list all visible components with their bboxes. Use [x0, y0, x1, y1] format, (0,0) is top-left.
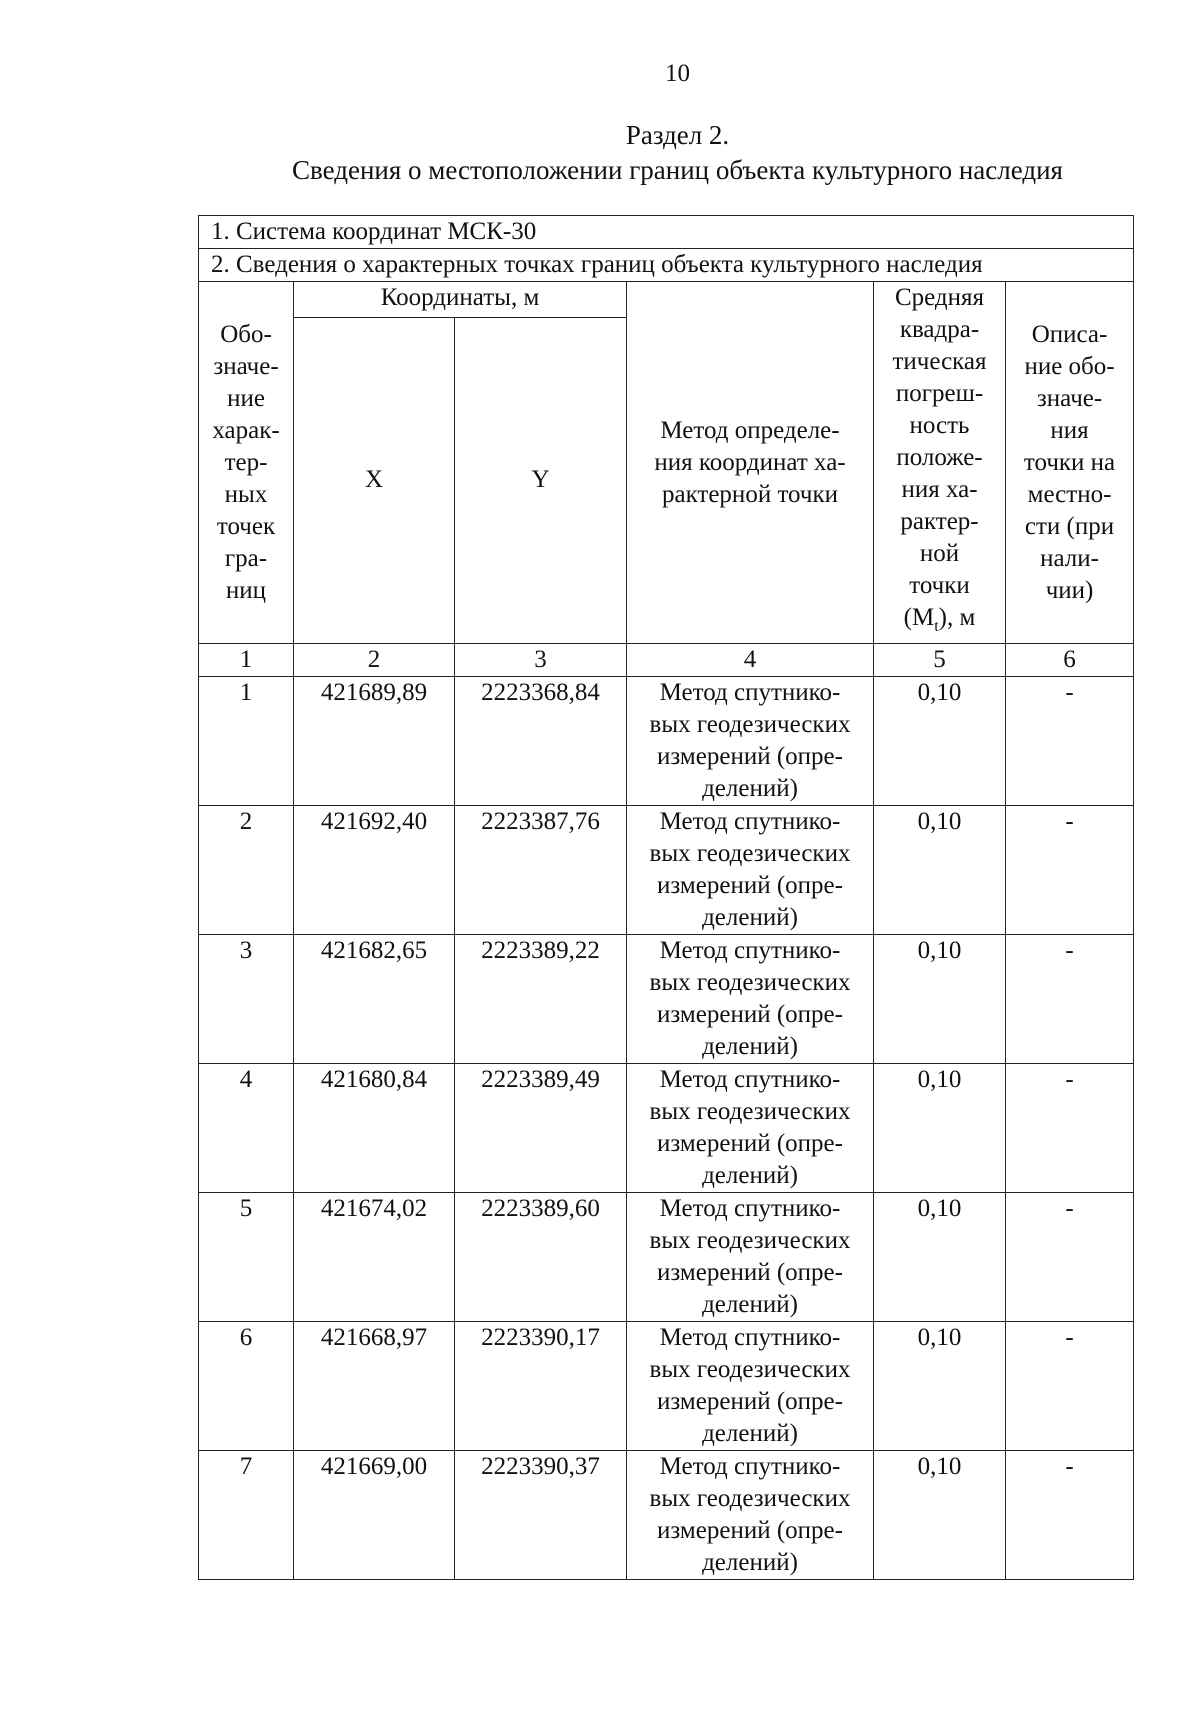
page-number: 10: [665, 60, 690, 87]
table-row: [199, 1064, 1134, 1193]
x-coordinate-cell: 421682,65: [294, 935, 455, 1064]
method-cell: Метод спутнико- вых геодезических измерений (опре- делений): [627, 806, 874, 935]
header-method: Метод определе- ния координат ха- рактерной точки: [627, 282, 874, 644]
method-cell: Метод спутнико- вых геодезических измерений (опре- делений): [627, 1322, 874, 1451]
table-row: [199, 1193, 1134, 1322]
error-cell: 0,10: [874, 935, 1006, 1064]
error-cell: 0,10: [874, 1451, 1006, 1580]
point-id-cell: 1: [199, 677, 294, 806]
column-number: 2: [294, 644, 455, 677]
point-id-cell: 2: [199, 806, 294, 935]
error-cell: 0,10: [874, 677, 1006, 806]
coordinate-system-cell: 1. Система координат МСК-30: [199, 216, 1134, 249]
x-coordinate-cell: 421680,84: [294, 1064, 455, 1193]
column-number: 6: [1006, 644, 1134, 677]
column-number: 5: [874, 644, 1006, 677]
header-coordinates: Координаты, м: [294, 282, 627, 318]
x-coordinate-cell: 421669,00: [294, 1451, 455, 1580]
column-number: 4: [627, 644, 874, 677]
description-cell: -: [1006, 935, 1134, 1064]
table-row: [199, 1451, 1134, 1580]
y-coordinate-cell: 2223389,49: [455, 1064, 627, 1193]
point-id-cell: 4: [199, 1064, 294, 1193]
table-row: [199, 677, 1134, 806]
error-cell: 0,10: [874, 1193, 1006, 1322]
error-cell: 0,10: [874, 1064, 1006, 1193]
y-coordinate-cell: 2223390,37: [455, 1451, 627, 1580]
description-cell: -: [1006, 1451, 1134, 1580]
description-cell: -: [1006, 677, 1134, 806]
x-coordinate-cell: 421674,02: [294, 1193, 455, 1322]
coordinate-system-row: [199, 216, 1134, 249]
header-designation: Обо- значе- ние харак- тер- ных точек гра- ниц: [199, 282, 294, 644]
column-number: 1: [199, 644, 294, 677]
method-cell: Метод спутнико- вых геодезических измерений (опре- делений): [627, 1064, 874, 1193]
coordinates-table: [198, 215, 1134, 1580]
point-id-cell: 6: [199, 1322, 294, 1451]
description-cell: -: [1006, 1193, 1134, 1322]
header-error: Средняя квадра- тическая погреш- ность положе- ния ха- рактер- ной точки $(M_t)$, м: [874, 282, 1006, 644]
method-cell: Метод спутнико- вых геодезических измерений (опре- делений): [627, 1193, 874, 1322]
header-x: X: [294, 317, 455, 643]
section-subtitle: Сведения о местоположении границ объекта культурного наследия: [292, 155, 1063, 185]
description-cell: -: [1006, 806, 1134, 935]
table-row: [199, 806, 1134, 935]
point-id-cell: 7: [199, 1451, 294, 1580]
column-number: 3: [455, 644, 627, 677]
y-coordinate-cell: 2223389,60: [455, 1193, 627, 1322]
method-cell: Метод спутнико- вых геодезических измерений (опре- делений): [627, 935, 874, 1064]
header-description: Описа- ние обо- значе- ния точки на местно- сти (при нали- чии): [1006, 282, 1134, 644]
point-id-cell: 3: [199, 935, 294, 1064]
y-coordinate-cell: 2223390,17: [455, 1322, 627, 1451]
boundary-points-info-cell: 2. Сведения о характерных точках границ объекта культурного наследия: [199, 249, 1134, 282]
x-coordinate-cell: 421689,89: [294, 677, 455, 806]
description-cell: -: [1006, 1064, 1134, 1193]
y-coordinate-cell: 2223368,84: [455, 677, 627, 806]
header-y: Y: [455, 317, 627, 643]
table-row: [199, 935, 1134, 1064]
section-title: Раздел 2.: [625, 120, 730, 150]
method-cell: Метод спутнико- вых геодезических измерений (опре- делений): [627, 677, 874, 806]
point-id-cell: 5: [199, 1193, 294, 1322]
column-number-row: [199, 644, 1134, 677]
y-coordinate-cell: 2223389,22: [455, 935, 627, 1064]
error-cell: 0,10: [874, 806, 1006, 935]
description-cell: -: [1006, 1322, 1134, 1451]
error-cell: 0,10: [874, 1322, 1006, 1451]
y-coordinate-cell: 2223387,76: [455, 806, 627, 935]
table-row: [199, 1322, 1134, 1451]
boundary-points-info-row: [199, 249, 1134, 282]
header-row-top: [199, 282, 1134, 318]
method-cell: Метод спутнико- вых геодезических измерений (опре- делений): [627, 1451, 874, 1580]
x-coordinate-cell: 421668,97: [294, 1322, 455, 1451]
x-coordinate-cell: 421692,40: [294, 806, 455, 935]
